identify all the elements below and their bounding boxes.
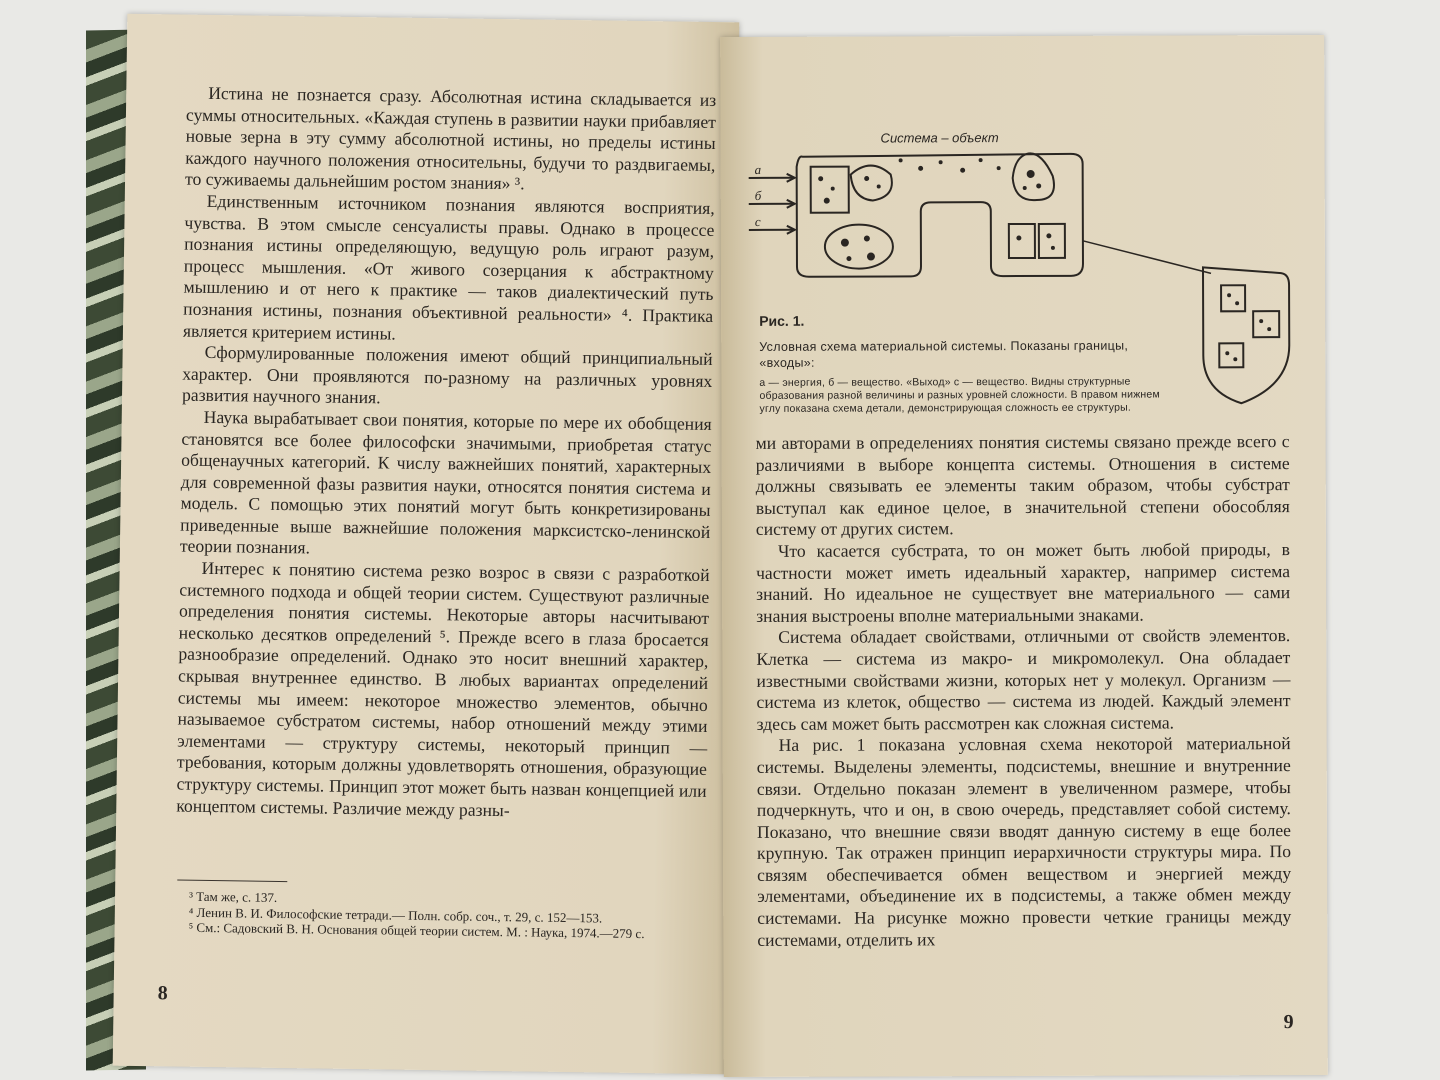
element-square: [1039, 224, 1065, 258]
paragraph: Сформулированные положения имеют общий принципиальный характер. Они проявляются по-разному на различных уровнях развития научного знания.: [181, 342, 713, 408]
paragraph: Система обладает свойствами, отличными от свойств элементов. Клетка — система из макро- и микромолекул. Она обладает известными свойствами жизни, которых нет у молекул. Организм — система из клеток, общество — система из людей. Каждый элемент здесь сам может быть рассмотрен как сложная система.: [756, 625, 1291, 734]
detail-element: [1221, 285, 1245, 311]
detail-element: [1253, 311, 1279, 337]
paragraph: Что касается субстрата, то он может быть любой природы, в частности может иметь идеальный характер, например система знаний. Но идеальное не существует вне материального — сами знания выстроены вполне материальными знаками.: [756, 539, 1291, 626]
system-label: Система – объект: [880, 130, 999, 146]
input-label-b: б: [754, 187, 762, 203]
left-body-text: [176, 83, 716, 825]
element-square: [811, 167, 849, 213]
footnote: ³ Там же, с. 137.: [188, 888, 278, 905]
figure-caption-main: Условная схема материальной системы. Показаны границы, «входы»:: [759, 338, 1129, 370]
subsystem-oval: [825, 224, 893, 268]
link-line: [1083, 240, 1211, 273]
element-square: [1009, 224, 1035, 258]
detail-element: [1219, 343, 1243, 367]
element-blob: [851, 165, 892, 200]
figure-caption-detail: а — энергия, б — вещество. «Выход» с — вещество. Видны структурные образования разной величины и разных уровней сложности. В правом нижнем углу показана схема детали, демонстрирующая сложность ее структуры.: [759, 375, 1160, 415]
right-page: [720, 35, 1328, 1077]
input-label-a: а: [754, 161, 762, 177]
footnote: ⁵ См.: Садовский В. Н. Основания общей теории систем. М. : Наука, 1974.—279 с.: [188, 919, 645, 942]
right-body-text: [756, 431, 1292, 951]
detail-shield: [1203, 267, 1289, 403]
footnote-rule: [177, 880, 287, 883]
figure-caption: [759, 311, 1175, 415]
page-number-left: 8: [157, 982, 168, 1005]
footnotes: [175, 889, 706, 943]
paragraph: На рис. 1 показана условная схема некоторой материальной системы. Выделены элементы, подсистемы, внешние и внутренние связи. Отдельно показан элемент в увеличенном размере, чтобы подчеркнуть, что и он, в свою очередь, представляет собой систему. Показано, что внешние связи вводят данную систему в еще более крупную. Так отражен принцип иерархичности структуры мира. По связям обеспечивается обмен веществом и энергией между элементами, объединение их в подсистемы, а также обмен между системами. На рисунке можно провести четкие границы между системами, отделить их: [756, 733, 1292, 950]
paragraph: Интерес к понятию система резко возрос в связи с разработкой системного подхода и общей теории систем. Существуют различные определения понятия системы. Некоторые авторы насчитывают несколько десятков определений ⁵. Прежде всего в глаза бросается разнообразие определений. Однако это носит внешний характер, скрывая внутреннее единство. В любых вариантах определений системы мы имеем: некоторое множество элементов, обычно называемое субстратом системы, набор отношений между этими элементами — структуру системы, некоторый принцип — требования, которым должны удовлетворять отношения, образующие структуру системы. Принцип этот может быть назван концепцией или концептом системы. Различие между разны-: [176, 557, 710, 820]
paragraph: Единственным источником познания являются восприятия, чувства. В этом смысле сенсуалисты правы. Однако в процессе познания истины определяющую, ведущую роль играют разум, процесс мышления. «От живого созерцания к абстрактному мышлению и от него к практике — таков диалектический путь познания истины, познания объективной реальности» ⁴. Практика является критерием истины.: [182, 190, 715, 344]
footnote: ⁴ Ленин В. И. Философские тетради.— Полн. собр. соч., т. 29, с. 152—153.: [188, 904, 603, 925]
page-number-right: 9: [1283, 1011, 1294, 1034]
paragraph: Истина не познается сразу. Абсолютная истина складывается из суммы относительных. «Каждая ступень в развитии науки прибавляет новые зерна в эту сумму абсолютной истины, но пределы истины каждого научного положения относительны, будучи то раздвигаемы, то суживаемы дальнейшим ростом знания» ³.: [184, 82, 717, 194]
left-page: [113, 14, 740, 1074]
figure-title: Рис. 1.: [759, 312, 805, 329]
paragraph: ми авторами в определениях понятия системы связано прежде всего с различиями в выборе концепта системы. Отношения в системе должны связывать ее элементы таким образом, чтобы субстрат выступал как единое целое, в значительной степени обособляя систему от других систем.: [755, 431, 1290, 540]
paragraph: Наука вырабатывает свои понятия, которые по мере их обобщения становятся все более философски значимыми, приобретая статус общенаучных категорий. К числу важнейших понятий, характерных для современной фазы развития науки, относятся понятия система и модель. С помощью этих понятий могут быть конкретизированы приведенные выше важнейшие положения марксистско-ленинской теории познания.: [179, 406, 712, 558]
input-label-c: с: [754, 213, 761, 229]
